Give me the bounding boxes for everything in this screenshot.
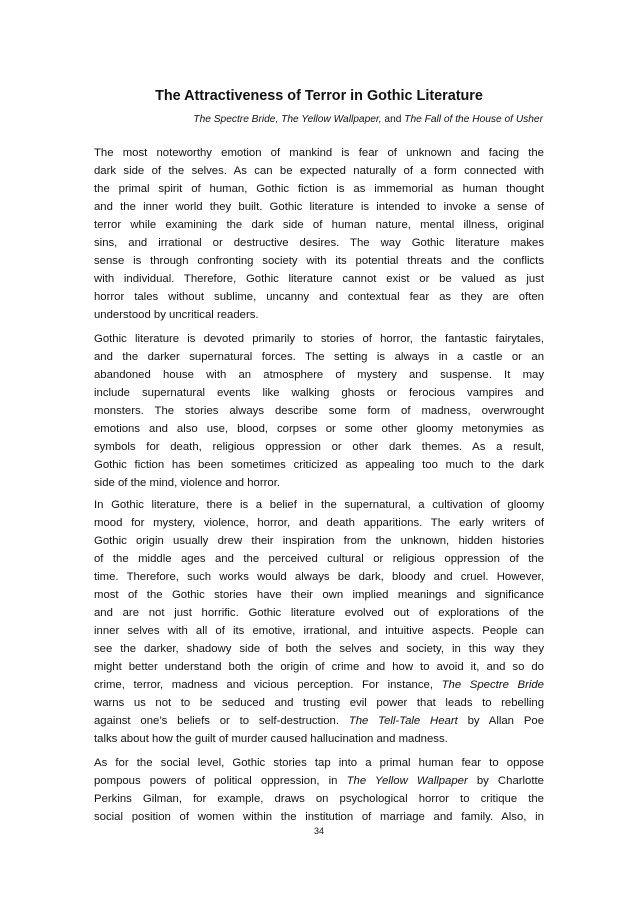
line-text: by Charlotte	[467, 775, 544, 787]
line-text: crime, terror, madness and vicious perception. For instance,	[94, 679, 442, 691]
paragraph-line: include supernatural events like walking ghosts or ferocious vampires and	[94, 387, 544, 399]
paragraph-line: time. Therefore, such works would always be dark, bloody and cruel. However,	[94, 571, 544, 583]
paragraph-line: horror tales without sublime, uncanny and contextual fear as they are often	[94, 291, 544, 303]
paragraph-line: As for the social level, Gothic stories tap into a primal human fear to oppose	[94, 757, 544, 769]
paragraph-line: inner selves with all of its emotive, irrational, and intuitive aspects. People can	[94, 625, 544, 637]
paragraph-line: the primal spirit of human, Gothic fiction is as immemorial as human thought	[94, 183, 544, 195]
paragraph-line: In Gothic literature, there is a belief in the supernatural, a cultivation of gloomy	[94, 499, 544, 511]
paragraph-line: Gothic origin usually drew their inspiration from the unknown, hidden histories	[94, 535, 544, 547]
paragraph-line: see the darker, shadowy side of both the selves and society, in this way they	[94, 643, 544, 655]
paragraph-line: of the middle ages and the perceived cultural or religious oppression of the	[94, 553, 544, 565]
paragraph-2	[94, 330, 544, 492]
page-title: The Attractiveness of Terror in Gothic Literature	[155, 88, 483, 104]
paragraph-line: talks about how the guilt of murder caused hallucination and madness.	[94, 733, 448, 745]
paragraph-line: social position of women within the institution of marriage and family. Also, in	[94, 811, 544, 823]
paragraph-line: warns us not to be seduced and trusting evil power that leads to rebelling	[94, 697, 544, 709]
paragraph-line: The most noteworthy emotion of mankind is fear of unknown and facing the	[94, 147, 544, 159]
subtitle-work-yellow-wallpaper: The Yellow Wallpaper,	[281, 114, 382, 125]
paragraph-line: terror while examining the dark side of human nature, mental illness, original	[94, 219, 544, 231]
paragraph-line: emotions and also use, blood, corpses or some other gloomy metonymies as	[94, 423, 544, 435]
paragraph-line: understood by uncritical readers.	[94, 309, 259, 321]
paragraph-4	[94, 754, 544, 826]
paragraph-line: and the inner world they built. Gothic literature is intended to invoke a sense of	[94, 201, 544, 213]
paragraph-3	[94, 496, 544, 748]
paragraph-line: symbols for death, religious oppression or other dark themes. As a result,	[94, 441, 544, 453]
subtitle	[95, 113, 543, 127]
subtitle-work-spectre-bride: The Spectre Bride,	[193, 114, 279, 125]
paragraph-line-with-title	[94, 676, 544, 694]
paragraph-line: most of the Gothic stories have their own implied meanings and significance	[94, 589, 544, 601]
paragraph-line-with-title	[94, 712, 544, 730]
line-text: pompous powers of political oppression, in	[94, 775, 347, 787]
paragraph-line: monsters. The stories always describe some form of madness, overwrought	[94, 405, 544, 417]
paragraph-line: sense is through confronting society with its potential threats and the conflicts	[94, 255, 544, 267]
italic-work-title: The Yellow Wallpaper	[346, 775, 468, 787]
paragraph-line: with individual. Therefore, Gothic literature cannot exist or be valued as just	[94, 273, 544, 285]
paragraph-line: abandoned house with an atmosphere of mystery and suspense. It may	[94, 369, 544, 381]
paragraph-line: Perkins Gilman, for example, draws on psychological horror to critique the	[94, 793, 544, 805]
paragraph-line: Gothic fiction has been sometimes criticized as appealing too much to the dark	[94, 459, 544, 471]
subtitle-connector: and	[384, 114, 402, 125]
italic-work-title: The Tell-Tale Heart	[348, 715, 458, 727]
paragraph-line: sins, and irrational or destructive desires. The way Gothic literature makes	[94, 237, 544, 249]
line-text: against one’s beliefs or to self-destruction.	[94, 715, 349, 727]
paragraph-line: Gothic literature is devoted primarily to stories of horror, the fantastic fairytales,	[94, 333, 544, 345]
italic-work-title: The Spectre Bride	[441, 679, 544, 691]
paragraph-line: dark side of the selves. As can be expected naturally of a form connected with	[94, 165, 544, 177]
paragraph-line-with-title	[94, 772, 544, 790]
page-number: 34	[313, 826, 324, 836]
paragraph-1	[94, 144, 544, 324]
paragraph-line: mood for mystery, violence, horror, and death apparitions. The early writers of	[94, 517, 544, 529]
paragraph-line: side of the mind, violence and horror.	[94, 477, 281, 489]
line-text: by Allan Poe	[457, 715, 544, 727]
paragraph-line: and the darker supernatural forces. The setting is always in a castle or an	[94, 351, 544, 363]
paragraph-line: might better understand both the origin of crime and how to avoid it, and so do	[94, 661, 544, 673]
paragraph-line: and are not just horrific. Gothic literature evolved out of explorations of the	[94, 607, 544, 619]
subtitle-work-house-of-usher: The Fall of the House of Usher	[404, 114, 543, 125]
